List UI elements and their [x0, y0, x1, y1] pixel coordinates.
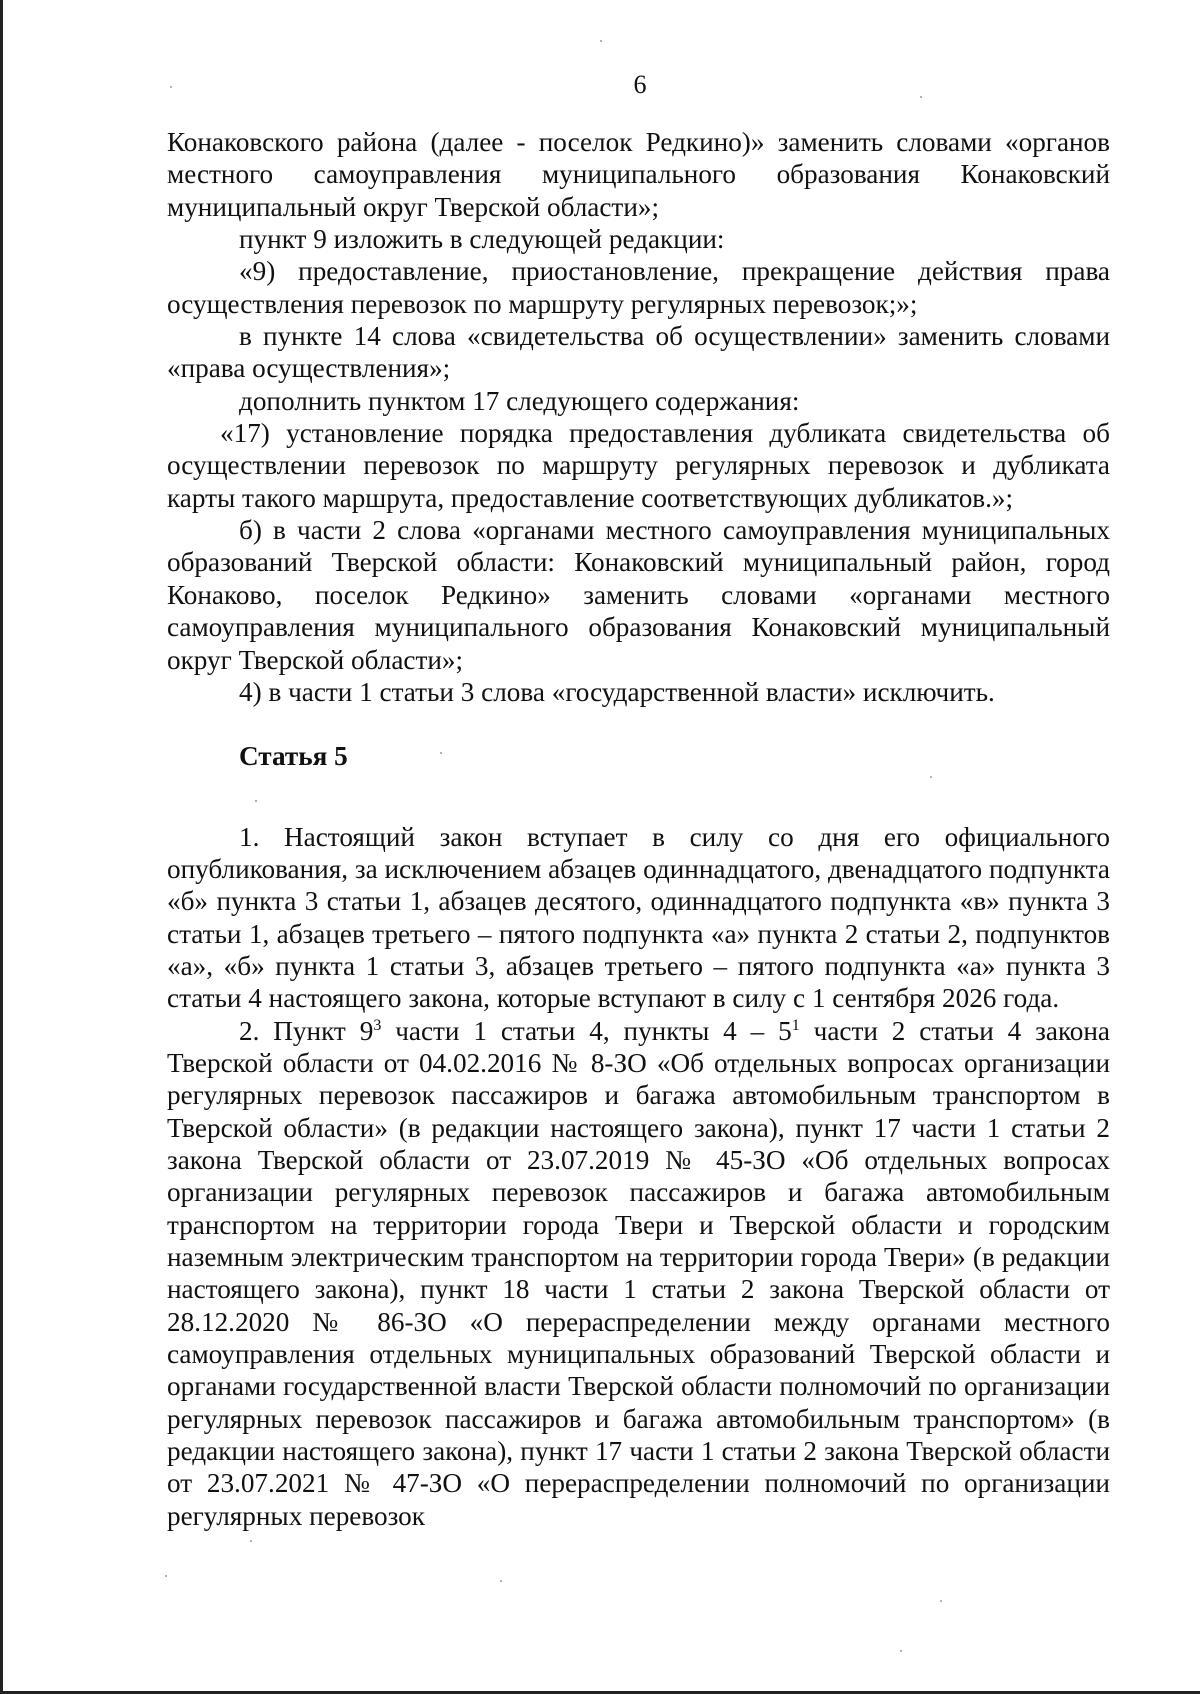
paragraph: Конаковского района (далее - поселок Редкино)» заменить словами «органов местного самоуправления муниципального образования Конаковский муниципальный округ Тверской области»; — [167, 127, 1110, 222]
paragraph: «17) установление порядка предоставления дубликата свидетельства об осуществлении перевозок по маршруту регулярных перевозок и дубликата карты такого маршрута, предоставление соответствующих дубликатов.»; — [167, 418, 1110, 513]
scan-speck — [250, 1540, 252, 1542]
page-number: 6 — [633, 70, 647, 99]
paragraph-text: 2. Пункт 9 — [239, 1015, 374, 1046]
paragraph: «9) предоставление, приостановление, прекращение действия права осуществления перевозок по маршруту регулярных перевозок;»; — [167, 256, 1110, 319]
paragraph: 1. Настоящий закон вступает в силу со дня его официального опубликования, за исключением абзацев одиннадцатого, двенадцатого подпункта «б» пункта 3 статьи 1, абзацев десятого, одиннадцатого подпункта «в» пункта 3 статьи 1, абзацев третьего – пятого подпункта «а» пункта 2 статьи 2, подпунктов «а», «б» пункта 1 статьи 3, абзацев третьего – пятого подпункта «а» пункта 3 статьи 4 настоящего закона, которые вступают в силу с 1 сентября 2026 года. — [167, 821, 1110, 1014]
scan-speck — [940, 1600, 942, 1602]
superscript: 1 — [791, 1016, 800, 1034]
scan-speck — [500, 1580, 502, 1582]
paragraph: дополнить пунктом 17 следующего содержания: — [239, 385, 800, 416]
paragraph: в пункте 14 слова «свидетельства об осуществлении» заменить словами «права осуществления»; — [167, 321, 1110, 384]
paragraph-text: части 1 статьи 4, пункты 4 – 5 — [381, 1015, 792, 1046]
paragraph-text: части 2 статьи 4 закона Тверской области от 04.02.2016 № 8-ЗО «Об отдельных вопросах организации регулярных перевозок пассажиров и багажа автомобильным транспортом в Тверской области» (в редакции настоящего закона), пункт 17 части 1 статьи 2 закона Тверской области от 23.07.2019 № 45-ЗО «Об отдельных вопросах организации регулярных перевозок пассажиров и багажа автомобильным транспортом на территории города Твери и Тверской области и городским наземным электрическим транспортом на территории города Твери» (в редакции настоящего закона), пункт 18 части 1 статьи 2 закона Тверской области от 28.12.2020 № 86-ЗО «О перераспределении между органами местного самоуправления отдельных муниципальных образований Тверской области и органами государственной власти Тверской области полномочий по организации регулярных перевозок пассажиров и багажа автомобильным транспортом» (в редакции настоящего закона), пункт 17 части 1 статьи 2 закона Тверской области от 23.07.2021 № 47-ЗО «О перераспределении полномочий по организации регулярных перевозок — [167, 1015, 1111, 1531]
scan-speck — [165, 1575, 167, 1577]
document-body — [167, 126, 1110, 1532]
paragraph: пункт 9 изложить в следующей редакции: — [239, 224, 725, 255]
paragraph — [167, 1015, 1110, 1533]
paragraph: 4) в части 1 статьи 3 слова «государственной власти» исключить. — [239, 676, 995, 707]
scan-speck — [600, 40, 602, 42]
scan-edge-left — [0, 0, 3, 1694]
superscript: 3 — [373, 1016, 382, 1034]
scan-speck — [900, 1650, 902, 1652]
article-heading: Статья 5 — [239, 741, 348, 772]
paragraph: б) в части 2 слова «органами местного самоуправления муниципальных образований Тверской области: Конаковский муниципальный район, город Конаково, поселок Редкино» заменить словами «органами местного самоуправления муниципального образования Конаковский муниципальный округ Тверской области»; — [167, 515, 1110, 675]
